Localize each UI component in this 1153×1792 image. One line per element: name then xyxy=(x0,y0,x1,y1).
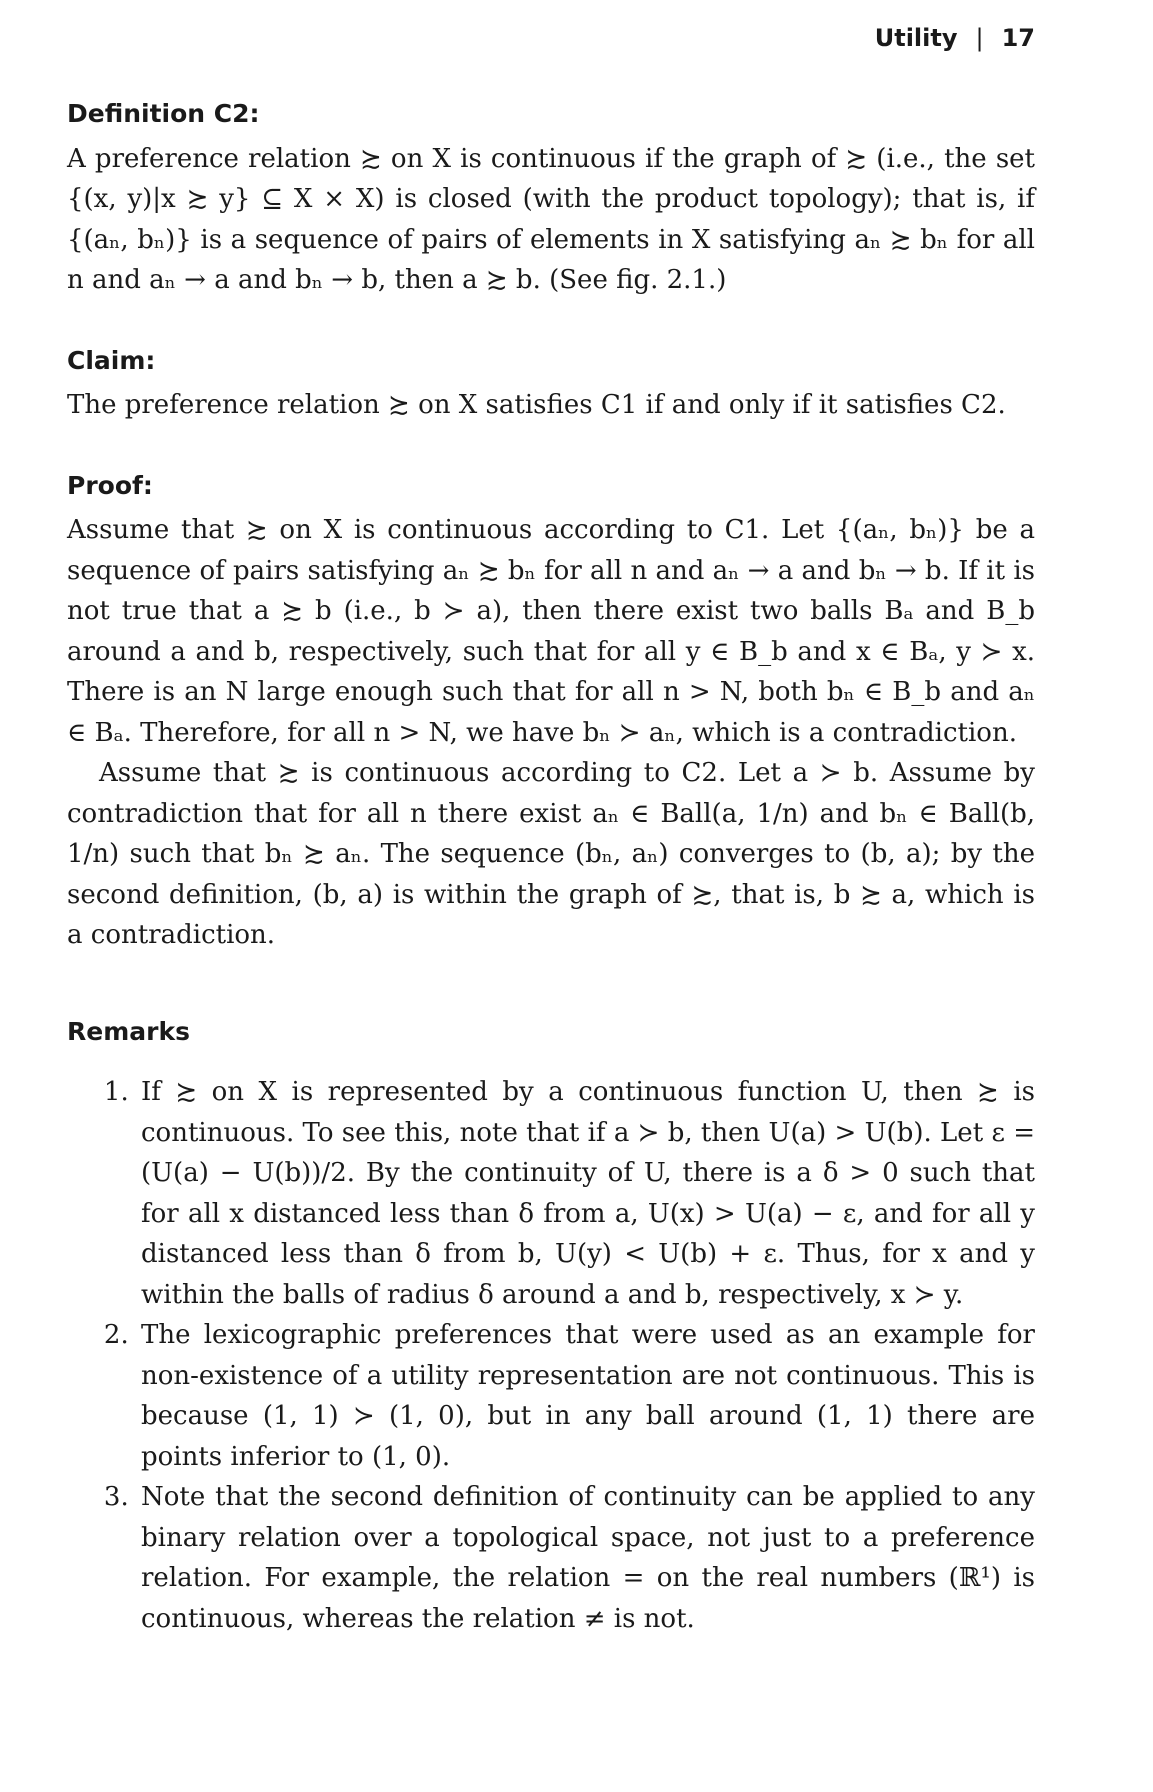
header-separator: | xyxy=(975,24,984,52)
proof-paragraph-2: Assume that ≿ is continuous according to C2. Let a ≻ b. Assume by contradiction that for all n there exist aₙ ∈ Ball(a, 1/n) and bₙ ∈ Ball(b, 1/n) such that bₙ ≿ aₙ. The sequence (bₙ, aₙ) converges to (b, a); by the second definition, (b, a) is within the graph of ≿, that is, b ≿ a, which is a contradiction. xyxy=(67,758,1035,950)
remark-item-2: 2. The lexicographic preferences that were used as an example for non-existence of a utility representation are not continuous. This is because (1, 1) ≻ (1, 0), but in any ball around (1, 1) there are points inferior to (1, 0). xyxy=(137,1315,1035,1477)
definition-heading: Definition C2: xyxy=(67,99,260,128)
proof-paragraph-1: Assume that ≿ on X is continuous according to C1. Let {(aₙ, bₙ)} be a sequence of pairs satisfying aₙ ≿ bₙ for all n and aₙ → a and bₙ → b. If it is not true that a ≿ b (i.e., b ≻ a), then there exist two balls Bₐ and B_b around a and b, respectively, such that for all y ∈ B_b and x ∈ Bₐ, y ≻ x. There is an N large enough such that for all n > N, both bₙ ∈ B_b and aₙ ∈ Bₐ. Therefore, for all n > N, we have bₙ ≻ aₙ, which is a contradiction. xyxy=(67,515,1035,748)
claim-text: The preference relation ≿ on X satisfies C1 if and only if it satisfies C2. xyxy=(67,390,1006,420)
running-header-title: Utility xyxy=(874,24,958,52)
remark-item-1: 1. If ≿ on X is represented by a continuous function U, then ≿ is continuous. To see this, note that if a ≻ b, then U(a) > U(b). Let ε = (U(a) − U(b))/2. By the continuity of U, there is a δ > 0 such that for all x distanced less than δ from a, U(x) > U(a) − ε, and for all y distanced less than δ from b, U(y) < U(b) + ε. Thus, for x and y within the balls of radius δ around a and b, respectively, x ≻ y. xyxy=(137,1072,1035,1315)
remarks-list xyxy=(67,1072,1035,1639)
proof-heading: Proof: xyxy=(67,470,153,500)
running-header xyxy=(875,24,1035,52)
page-body xyxy=(67,98,1035,1683)
definition-text: A preference relation ≿ on X is continuous if the graph of ≿ (i.e., the set {(x, y)|x ≿ y} ⊆ X × X) is closed (with the product topology); that is, if {(aₙ, bₙ)} is a sequence of pairs of elements in X satisfying aₙ ≿ bₙ for all n and aₙ → a and bₙ → b, then a ≿ b. (See fig. 2.1.) xyxy=(67,143,1035,295)
page-number: 17 xyxy=(1001,24,1035,52)
claim-section xyxy=(67,345,1035,426)
definition-section xyxy=(67,98,1035,301)
remarks-section xyxy=(67,1016,1035,1640)
proof-section xyxy=(67,470,1035,956)
remarks-heading: Remarks xyxy=(67,1016,190,1046)
remark-item-3: 3. Note that the second definition of continuity can be applied to any binary relation over a topological space, not just to a preference relation. For example, the relation = on the real numbers (ℝ¹) is continuous, whereas the relation ≠ is not. xyxy=(137,1477,1035,1639)
claim-heading: Claim: xyxy=(67,345,156,375)
